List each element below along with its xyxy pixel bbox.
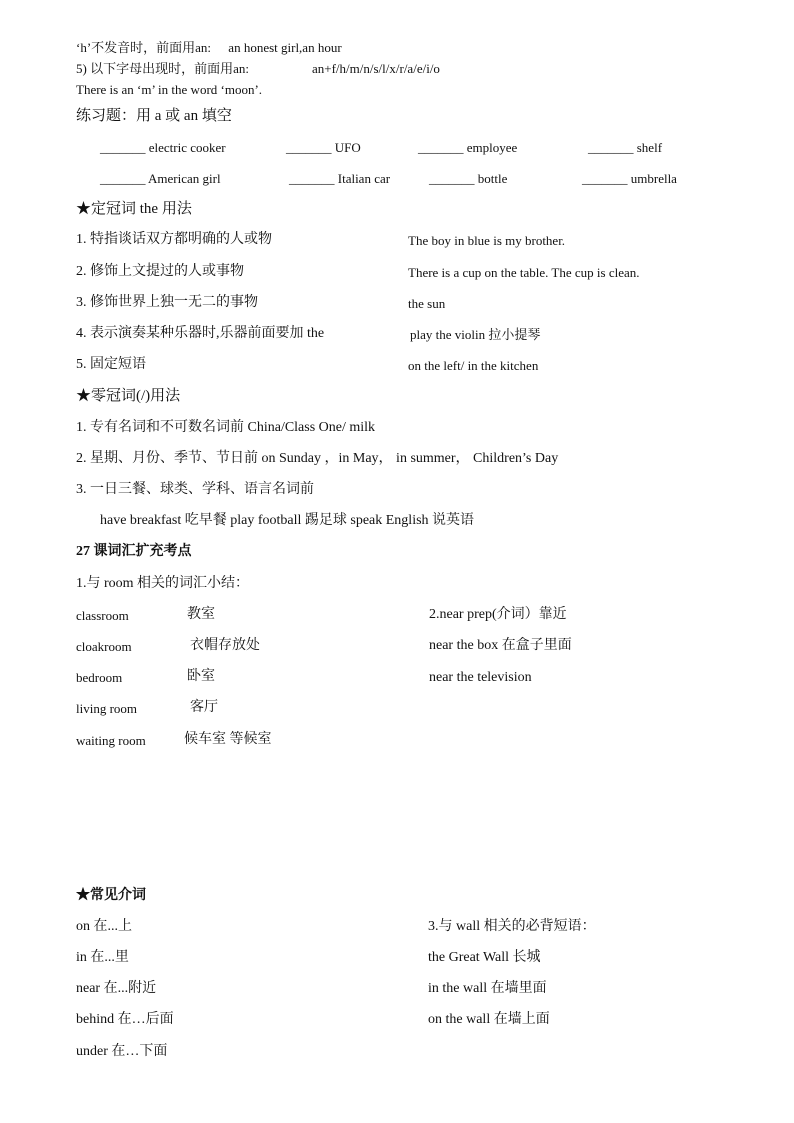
definite-example: play the violin 拉小提琴 xyxy=(410,327,541,342)
definite-example: the sun xyxy=(408,296,446,311)
moon-example: There is an ‘m’ in the word ‘moon’. xyxy=(76,82,263,97)
definite-rule: 1. 特指谈话双方都明确的人或物 xyxy=(76,232,272,247)
exercise-item: _______ UFO xyxy=(286,140,361,155)
zero-rule: 2. 星期、月份、季节、节日前 on Sunday ，in May， in summer， Children’s Day xyxy=(76,451,559,466)
rule-letters xyxy=(76,60,440,78)
definite-rule: 5. 固定短语 xyxy=(76,357,146,372)
room-word-zh: 候车室 等候室 xyxy=(184,732,272,747)
definite-rule: 4. 表示演奏某种乐器时,乐器前面要加 the xyxy=(76,326,325,341)
room-title: 1.与 room 相关的词汇小结： xyxy=(76,576,250,591)
room-word-en: waiting room xyxy=(76,733,146,748)
zero-article-heading: ★零冠词(/)用法 xyxy=(76,388,181,404)
rule-example: an+f/h/m/n/s/l/x/r/a/e/i/o xyxy=(312,61,440,76)
exercise-item: _______ bottle xyxy=(429,171,508,186)
exercise-item: _______ Italian car xyxy=(289,171,391,186)
room-word-en: living room xyxy=(76,701,138,716)
room-word-zh: 衣帽存放处 xyxy=(190,638,260,653)
room-word-zh: 客厅 xyxy=(190,700,218,715)
room-word-en: classroom xyxy=(76,608,129,623)
definite-rule: 3. 修饰世界上独一无二的事物 xyxy=(76,295,258,310)
rule-text: 5) 以下字母出现时，前面用an: xyxy=(76,61,249,76)
exercise-title: 练习题：用 a 或 an 填空 xyxy=(76,108,232,124)
rule-example: an honest girl,an hour xyxy=(228,40,342,55)
zero-rule: 3. 一日三餐、球类、学科、语言名词前 xyxy=(76,482,314,497)
rule-text: ‘h’不发音时，前面用an: xyxy=(76,40,212,55)
prepositions-heading: ★常见介词 xyxy=(76,888,146,903)
preposition-item: near 在...附近 xyxy=(76,981,157,996)
wall-item: in the wall 在墙里面 xyxy=(428,981,547,996)
exercise-item: _______ employee xyxy=(418,140,518,155)
definite-article-heading: ★定冠词 the 用法 xyxy=(76,201,192,217)
lesson27-heading: 27 课词汇扩充考点 xyxy=(76,544,192,559)
preposition-item: behind 在…后面 xyxy=(76,1012,174,1027)
wall-item: 3.与 wall 相关的必背短语： xyxy=(428,919,596,934)
preposition-item: on 在...上 xyxy=(76,919,132,934)
definite-example: on the left/ in the kitchen xyxy=(408,358,539,373)
exercise-item: _______ electric cooker xyxy=(100,140,226,155)
near-item: near the box 在盒子里面 xyxy=(429,638,572,653)
preposition-item: under 在…下面 xyxy=(76,1044,168,1059)
zero-examples: have breakfast 吃早餐 play football 踢足球 speak English 说英语 xyxy=(100,513,475,528)
room-word-zh: 教室 xyxy=(187,607,215,622)
preposition-item: in 在...里 xyxy=(76,950,129,965)
room-word-en: bedroom xyxy=(76,670,123,685)
room-word-en: cloakroom xyxy=(76,639,132,654)
exercise-item: _______ umbrella xyxy=(582,171,677,186)
near-item: near the television xyxy=(429,670,532,685)
wall-item: the Great Wall 长城 xyxy=(428,950,541,965)
definite-example: There is a cup on the table. The cup is clean. xyxy=(408,265,640,280)
zero-rule: 1. 专有名词和不可数名词前 China/Class One/ milk xyxy=(76,420,376,435)
room-word-zh: 卧室 xyxy=(187,669,215,684)
near-item: 2.near prep(介词）靠近 xyxy=(429,607,567,622)
exercise-item: _______ shelf xyxy=(588,140,663,155)
definite-rule: 2. 修饰上文提过的人或事物 xyxy=(76,264,244,279)
definite-example: The boy in blue is my brother. xyxy=(408,233,566,248)
exercise-item: _______ American girl xyxy=(100,171,221,186)
wall-item: on the wall 在墙上面 xyxy=(428,1012,550,1027)
rule-h-silent xyxy=(76,39,342,57)
